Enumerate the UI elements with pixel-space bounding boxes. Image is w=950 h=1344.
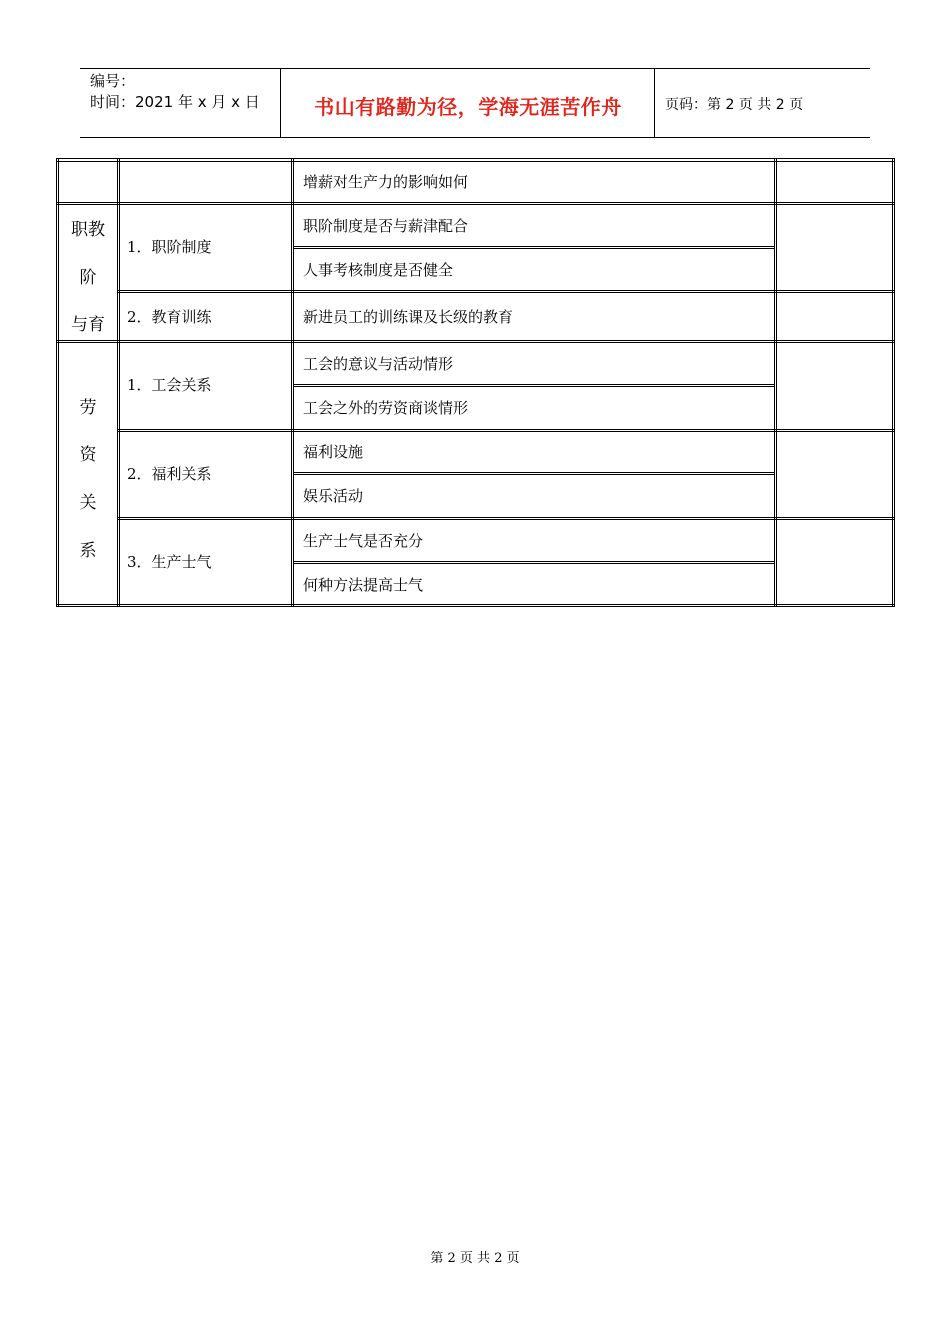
table-cell-item: 增薪对生产力的影响如何 [303, 173, 469, 191]
table-cell-item: 职阶制度是否与薪津配合 [303, 217, 469, 235]
table-cell-item: 工会之外的劳资商谈情形 [303, 399, 469, 417]
table-cell-item: 福利设施 [303, 443, 364, 461]
category-label: 劳 [79, 398, 97, 418]
category-label: 系 [79, 541, 97, 561]
doc-number-label: 编号： [90, 72, 136, 90]
table-cell-item: 何种方法提高士气 [303, 576, 424, 594]
header-motto: 书山有路勤为径，学海无涯苦作舟 [314, 95, 622, 119]
subcategory-label: 1．工会关系 [127, 376, 212, 394]
category-label: 与育 [71, 315, 105, 335]
table-cell-item: 娱乐活动 [303, 487, 364, 505]
subcategory-label: 1．职阶制度 [127, 238, 212, 256]
category-label: 阶 [79, 268, 97, 288]
evaluation-table [0, 0, 950, 620]
page-footer: 第 2 页 共 2 页 [430, 1251, 520, 1266]
table-cell-item: 工会的意议与活动情形 [303, 355, 454, 373]
category-label: 资 [79, 445, 97, 465]
subcategory-label: 3．生产士气 [127, 553, 212, 571]
subcategory-label: 2．教育训练 [127, 308, 212, 326]
category-label: 职教 [71, 220, 105, 240]
doc-time-label: 时间：2021 年 x 月 x 日 [90, 93, 260, 111]
table-cell-item: 人事考核制度是否健全 [303, 261, 454, 279]
subcategory-label: 2．福利关系 [127, 465, 212, 483]
category-label: 关 [79, 493, 97, 513]
header-page-number: 页码：第 2 页 共 2 页 [665, 97, 804, 113]
table-cell-item: 新进员工的训练课及长级的教育 [303, 308, 514, 326]
table-cell-item: 生产士气是否充分 [303, 532, 424, 550]
